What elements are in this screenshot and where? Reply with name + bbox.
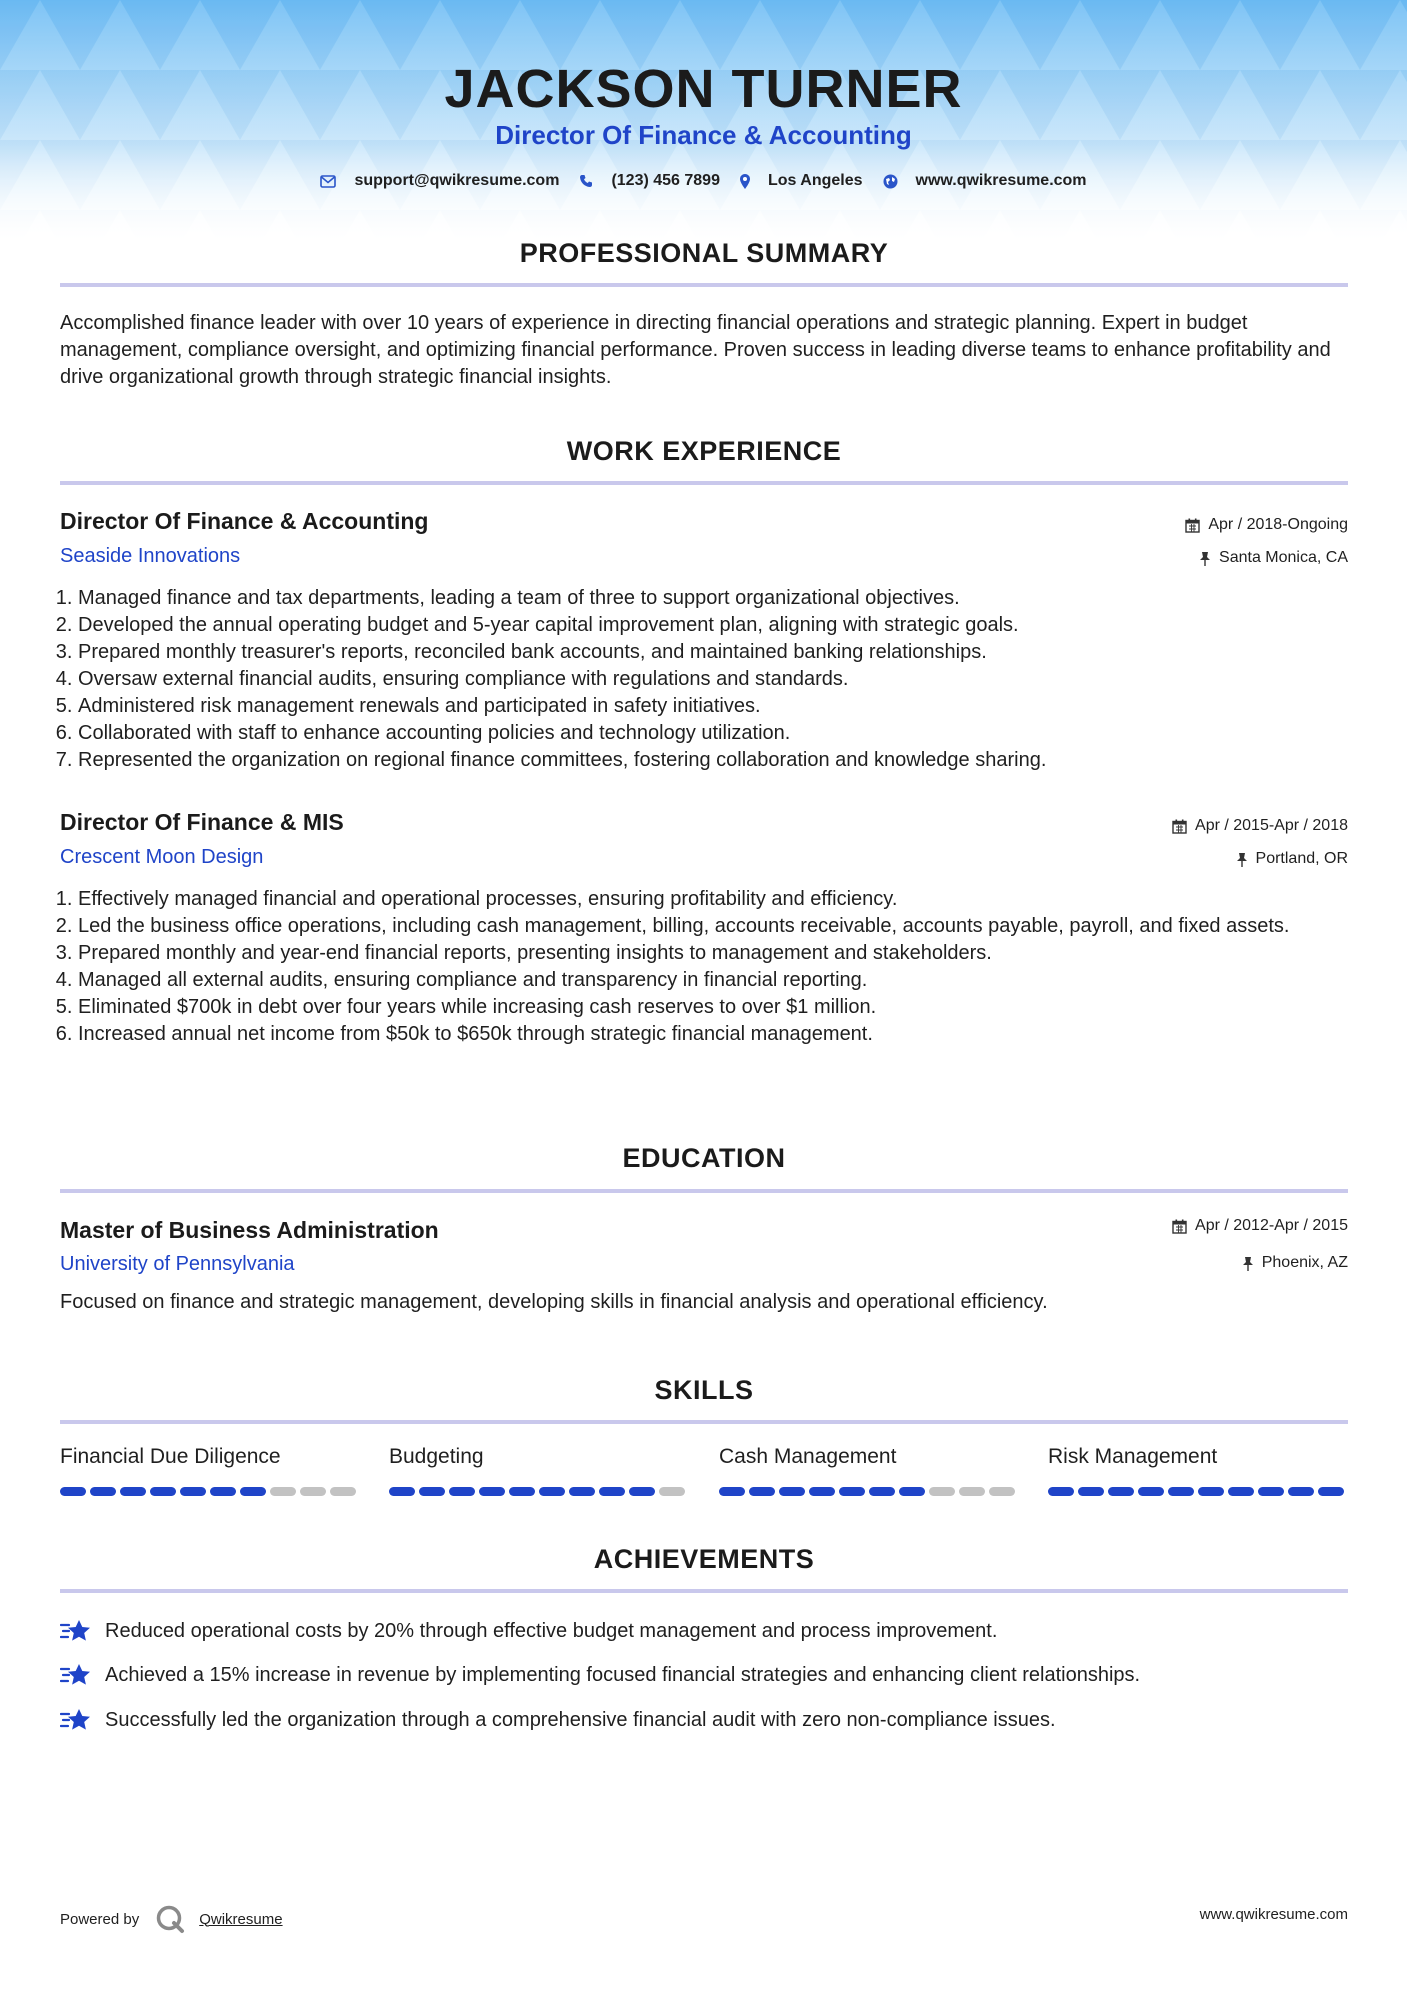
list-item: 1. Managed finance and tax departments, leading a team of three to support organizational objectives. — [78, 585, 1368, 612]
job-title: Director Of Finance & MIS — [60, 809, 344, 835]
skill-level-bar — [389, 1487, 689, 1496]
skill-level-segment — [1198, 1487, 1224, 1496]
skill-item — [719, 1445, 1019, 1496]
star-icon — [60, 1661, 92, 1689]
calendar-icon — [1172, 819, 1187, 834]
skill-level-segment — [1318, 1487, 1344, 1496]
skill-level-segment — [719, 1487, 745, 1496]
phone-icon — [579, 174, 593, 188]
achievement-text: Achieved a 15% increase in revenue by implementing focused financial strategies and enhancing client relationships. — [105, 1663, 1141, 1686]
skill-level-segment — [449, 1487, 475, 1496]
list-item: 5. Administered risk management renewals and participated in safety initiatives. — [78, 693, 1368, 720]
skill-level-bar — [60, 1487, 360, 1496]
email-text: support@qwikresume.com — [354, 172, 560, 189]
skill-level-segment — [90, 1487, 116, 1496]
list-item: 3. Prepared monthly and year-end financial reports, presenting insights to management and stakeholders. — [78, 940, 1368, 967]
education-location — [1242, 1254, 1348, 1272]
achievement-item — [60, 1661, 1140, 1689]
skill-level-segment — [1078, 1487, 1104, 1496]
skill-level-segment — [629, 1487, 655, 1496]
skill-level-segment — [1048, 1487, 1074, 1496]
envelope-icon — [320, 175, 336, 188]
job-location — [1236, 850, 1348, 868]
skill-item — [389, 1445, 689, 1496]
skill-level-segment — [959, 1487, 985, 1496]
achievement-text: Successfully led the organization through a comprehensive financial audit with zero non-compliance issues. — [105, 1708, 1056, 1731]
list-item: 2. Developed the annual operating budget and 5-year capital improvement plan, aligning with strategic goals. — [78, 612, 1368, 639]
skill-level-segment — [1138, 1487, 1164, 1496]
education-divider — [60, 1189, 1348, 1193]
list-item: 7. Represented the organization on regional finance committees, fostering collaboration and knowledge sharing. — [78, 747, 1368, 774]
job-responsibilities — [60, 886, 1368, 1048]
location-text: Los Angeles — [767, 172, 863, 189]
skill-level-segment — [869, 1487, 895, 1496]
list-item: 6. Increased annual net income from $50k to $650k through strategic financial management. — [78, 1021, 1368, 1048]
degree-title: Master of Business Administration — [60, 1217, 439, 1243]
skill-level-segment — [509, 1487, 535, 1496]
map-marker-icon — [740, 174, 750, 189]
pin-icon — [1242, 1256, 1254, 1271]
contact-location — [740, 172, 863, 190]
skills-divider — [60, 1420, 1348, 1424]
skill-name: Financial Due Diligence — [60, 1445, 281, 1468]
dates-text: Apr / 2012-Apr / 2015 — [1195, 1217, 1348, 1234]
contact-email[interactable] — [320, 172, 559, 190]
skill-level-segment — [659, 1487, 685, 1496]
skill-level-segment — [1228, 1487, 1254, 1496]
summary-text: Accomplished finance leader with over 10 years of experience in directing financial operations and strategic planning. Expert in budget management, compliance oversight, and optimizing financial performance. Proven success in leading diverse teams to enhance profitability and drive organizational growth through strategic financial insights. — [60, 312, 1331, 388]
school-name[interactable]: University of Pennsylvania — [60, 1253, 295, 1275]
contact-phone[interactable] — [579, 172, 720, 190]
dates-text: Apr / 2015-Apr / 2018 — [1195, 817, 1348, 834]
candidate-name: JACKSON TURNER — [444, 59, 963, 119]
dates-text: Apr / 2018-Ongoing — [1208, 516, 1348, 533]
skills-heading: SKILLS — [654, 1375, 754, 1405]
education-dates — [1172, 1217, 1348, 1235]
skill-level-segment — [1288, 1487, 1314, 1496]
list-item: 2. Led the business office operations, including cash management, billing, accounts receivable, accounts payable, payroll, and fixed assets. — [78, 913, 1368, 940]
skill-level-segment — [929, 1487, 955, 1496]
achievement-text: Reduced operational costs by 20% through effective budget management and process improvement. — [105, 1619, 998, 1642]
job-dates — [1172, 817, 1348, 835]
skill-level-segment — [180, 1487, 206, 1496]
location-text: Santa Monica, CA — [1219, 549, 1348, 566]
skill-level-segment — [150, 1487, 176, 1496]
skill-name: Cash Management — [719, 1445, 897, 1468]
skill-level-bar — [719, 1487, 1019, 1496]
star-icon — [60, 1706, 92, 1734]
skill-level-segment — [419, 1487, 445, 1496]
skill-level-segment — [479, 1487, 505, 1496]
list-item: 5. Eliminated $700k in debt over four years while increasing cash reserves to over $1 million. — [78, 994, 1368, 1021]
education-description: Focused on finance and strategic management, developing skills in financial analysis and operational efficiency. — [60, 1291, 1048, 1313]
skill-level-segment — [1168, 1487, 1194, 1496]
globe-icon — [883, 174, 898, 189]
experience-heading: WORK EXPERIENCE — [566, 436, 842, 466]
skill-level-segment — [749, 1487, 775, 1496]
qwikresume-logo-icon — [155, 1904, 185, 1934]
skill-level-segment — [330, 1487, 356, 1496]
skill-level-segment — [599, 1487, 625, 1496]
skill-item — [60, 1445, 360, 1496]
calendar-icon — [1185, 518, 1200, 533]
location-text: Portland, OR — [1255, 850, 1348, 867]
list-item: 4. Managed all external audits, ensuring compliance and transparency in financial reporting. — [78, 967, 1368, 994]
skill-level-bar — [1048, 1487, 1348, 1496]
skill-level-segment — [300, 1487, 326, 1496]
achievements-heading: ACHIEVEMENTS — [593, 1544, 815, 1574]
list-item: 1. Effectively managed financial and operational processes, ensuring profitability and efficiency. — [78, 886, 1368, 913]
skill-level-segment — [60, 1487, 86, 1496]
skill-level-segment — [539, 1487, 565, 1496]
powered-by-text: Powered by — [60, 1910, 140, 1928]
calendar-icon — [1172, 1219, 1187, 1234]
skill-level-segment — [839, 1487, 865, 1496]
contact-bar — [0, 172, 1407, 190]
skill-level-segment — [569, 1487, 595, 1496]
location-text: Phoenix, AZ — [1261, 1254, 1348, 1271]
achievement-item — [60, 1617, 997, 1645]
website-text: www.qwikresume.com — [915, 172, 1087, 189]
job-title: Director Of Finance & Accounting — [60, 508, 429, 534]
phone-text: (123) 456 7899 — [611, 172, 720, 189]
footer-powered-by — [60, 1904, 283, 1934]
job-dates — [1185, 516, 1348, 534]
skill-level-segment — [779, 1487, 805, 1496]
company-name[interactable]: Seaside Innovations — [60, 545, 241, 567]
list-item: 3. Prepared monthly treasurer's reports, reconciled bank accounts, and maintained banking relationships. — [78, 639, 1368, 666]
skill-name: Risk Management — [1048, 1445, 1218, 1468]
achievements-divider — [60, 1589, 1348, 1593]
pin-icon — [1199, 551, 1211, 566]
contact-website[interactable] — [883, 172, 1087, 190]
achievement-item — [60, 1706, 1056, 1734]
skill-level-segment — [1108, 1487, 1134, 1496]
qwikresume-link[interactable]: Qwikresume — [199, 1910, 283, 1928]
skill-level-segment — [989, 1487, 1015, 1496]
star-icon — [60, 1617, 92, 1645]
footer-website[interactable]: www.qwikresume.com — [1199, 1906, 1348, 1923]
summary-divider — [60, 283, 1348, 287]
skill-item — [1048, 1445, 1348, 1496]
skill-name: Budgeting — [389, 1445, 484, 1468]
company-name[interactable]: Crescent Moon Design — [60, 846, 264, 868]
summary-heading: PROFESSIONAL SUMMARY — [519, 238, 889, 268]
skill-level-segment — [899, 1487, 925, 1496]
skill-level-segment — [240, 1487, 266, 1496]
education-heading: EDUCATION — [622, 1143, 786, 1173]
skill-level-segment — [809, 1487, 835, 1496]
skill-level-segment — [270, 1487, 296, 1496]
pin-icon — [1236, 852, 1248, 867]
job-location — [1199, 549, 1348, 567]
skill-level-segment — [120, 1487, 146, 1496]
skill-level-segment — [1258, 1487, 1284, 1496]
list-item: 4. Oversaw external financial audits, ensuring compliance with regulations and standards. — [78, 666, 1368, 693]
candidate-title: Director Of Finance & Accounting — [495, 120, 912, 150]
experience-divider — [60, 481, 1348, 485]
list-item: 6. Collaborated with staff to enhance accounting policies and technology utilization. — [78, 720, 1368, 747]
skill-level-segment — [210, 1487, 236, 1496]
skill-level-segment — [389, 1487, 415, 1496]
job-responsibilities — [60, 585, 1368, 774]
